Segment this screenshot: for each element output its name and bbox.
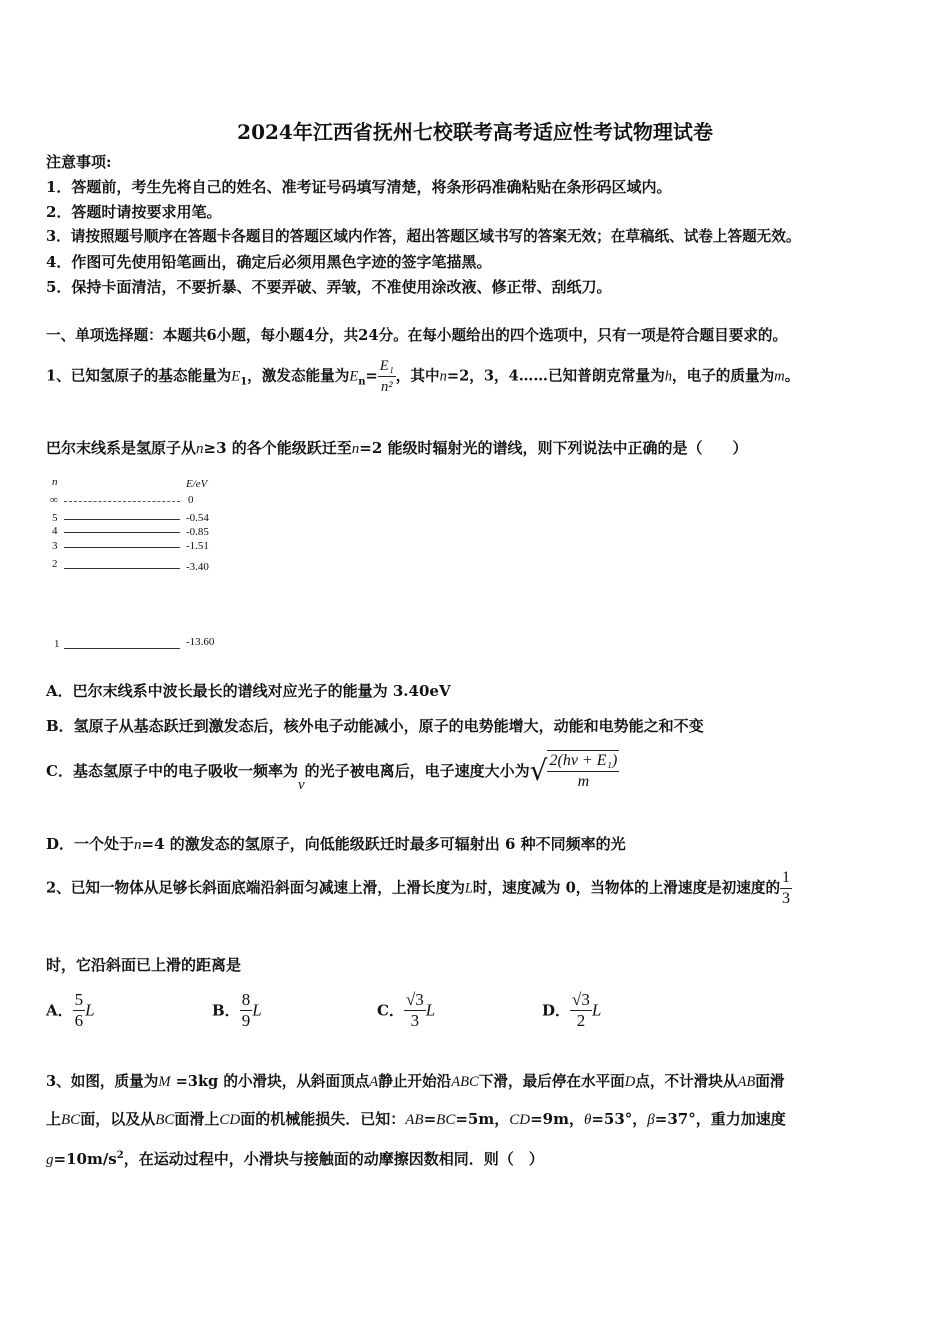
energy-level-line bbox=[64, 532, 180, 533]
sqrt-sign: √ bbox=[529, 754, 548, 787]
level-n-label: 5 bbox=[52, 512, 58, 524]
question-1-stem-line2: 巴尔末线系是氢原子从n≥3 的各个能级跃迁至n=2 能级时辐射光的谱线，则下列说法中正确的是（ ） bbox=[46, 439, 748, 457]
notice-item: 2．答题时请按要求用笔。 bbox=[46, 203, 222, 221]
question-2-stem: 2、已知一物体从足够长斜面底端沿斜面匀减速上滑，上滑长度为L时，速度减为 0，当物体的上滑速度是初速度的 $\frac{1}{3}$ bbox=[46, 869, 791, 907]
notice-heading: 注意事项: bbox=[46, 153, 112, 171]
notice-item: 5．保持卡面清洁，不要折暴、不要弄破、弄皱，不准使用涂改液、修正带、刮纸刀。 bbox=[46, 278, 612, 296]
question-1-option-d: D．一个处于n=4 的激发态的氢原子，向低能级跃迁时最多可辐射出 6 种不同频率的光 bbox=[46, 835, 626, 853]
question-2-option-a: A． $\frac{5}{6}$ L bbox=[46, 990, 95, 1030]
energy-axis-label: E/eV bbox=[186, 478, 208, 490]
level-n-label: 4 bbox=[52, 525, 58, 537]
question-2-option-d: D． $\frac{√3}{2}$ L bbox=[542, 990, 602, 1030]
page-title: 2024年江西省抚州七校联考高考适应性考试物理试卷 bbox=[237, 120, 713, 144]
level-n-label: 2 bbox=[52, 558, 58, 570]
energy-level-line bbox=[64, 648, 180, 649]
notice-item: 4．作图可先使用铅笔画出，确定后必须用黑色字迹的签字笔描黑。 bbox=[46, 253, 492, 271]
n-axis-label: n bbox=[52, 476, 58, 488]
level-energy-label: -0.85 bbox=[186, 526, 209, 538]
question-1-option-a: A．巴尔末线系中波长最长的谱线对应光子的能量为 3.40eV bbox=[46, 682, 451, 700]
question-1-stem: 1、已知氢原子的基态能量为$E_1$，激发态能量为$E_n=$ $\frac{\text{E₁}}{\text{n²}}$ ，其中n=2，3，4……已知普朗克常量为h，电子的质量为m。 bbox=[46, 358, 800, 395]
question-3-stem: 3、如图，质量为M =3kg 的小滑块，从斜面顶点A静止开始沿ABC下滑，最后停在水平面D点，不计滑块从AB面滑 bbox=[46, 1073, 785, 1090]
question-1-option-c: C．基态氢原子中的电子吸收一频率为ν的光子被电离后，电子速度大小为√ $\frac{\text{2(hν + E₁)}}{m}$ bbox=[46, 752, 618, 793]
notice-item: 1．答题前，考生先将自己的姓名、准考证号码填写清楚，将条形码准确粘贴在条形码区域内。 bbox=[46, 178, 672, 196]
level-n-label: ∞ bbox=[50, 494, 58, 506]
question-1-option-b: B．氢原子从基态跃迁到激发态后，核外电子动能减小，原子的电势能增大，动能和电势能之和不变 bbox=[46, 717, 704, 735]
level-energy-label: -13.60 bbox=[186, 636, 215, 648]
energy-level-line bbox=[64, 501, 180, 502]
question-3-stem-line2: 上BC面，以及从BC面滑上CD面的机械能损失．已知：AB=BC=5m，CD=9m，θ=53°，β=37°，重力加速度 bbox=[46, 1110, 786, 1128]
level-energy-label: -3.40 bbox=[186, 561, 209, 573]
question-2-stem-line2: 时，它沿斜面已上滑的距离是 bbox=[46, 956, 242, 974]
level-n-label: 3 bbox=[52, 540, 58, 552]
energy-fraction: $\frac{\text{E₁}}{\text{n²}}$ bbox=[379, 358, 394, 395]
energy-level-line bbox=[64, 568, 180, 569]
question-2-option-c: C． $\frac{√3}{3}$ L bbox=[377, 990, 436, 1030]
energy-level-diagram bbox=[46, 474, 236, 654]
speed-fraction: $\frac{\text{2(hν + E₁)}}{m}$ bbox=[549, 752, 618, 790]
energy-level-line bbox=[64, 547, 180, 548]
level-energy-label: 0 bbox=[188, 494, 194, 506]
level-n-label: 1 bbox=[54, 638, 60, 650]
question-2-option-b: B． $\frac{8}{9}$ L bbox=[212, 990, 262, 1030]
section-heading: 一、单项选择题：本题共6小题，每小题4分，共24分。在每小题给出的四个选项中，只有一项是符合题目要求的。 bbox=[46, 327, 788, 344]
question-3-stem-line3: $g=10m/s^2$，在运动过程中，小滑块与接触面的动摩擦因数相同．则（ ） bbox=[46, 1150, 544, 1168]
energy-level-line bbox=[64, 519, 180, 520]
ratio-fraction: $\frac{1}{3}$ bbox=[782, 869, 791, 907]
level-energy-label: -0.54 bbox=[186, 512, 209, 524]
level-energy-label: -1.51 bbox=[186, 540, 209, 552]
notice-item: 3．请按照题号顺序在答题卡各题目的答题区域内作答，超出答题区域书写的答案无效；在草稿纸、试卷上答题无效。 bbox=[46, 228, 801, 245]
